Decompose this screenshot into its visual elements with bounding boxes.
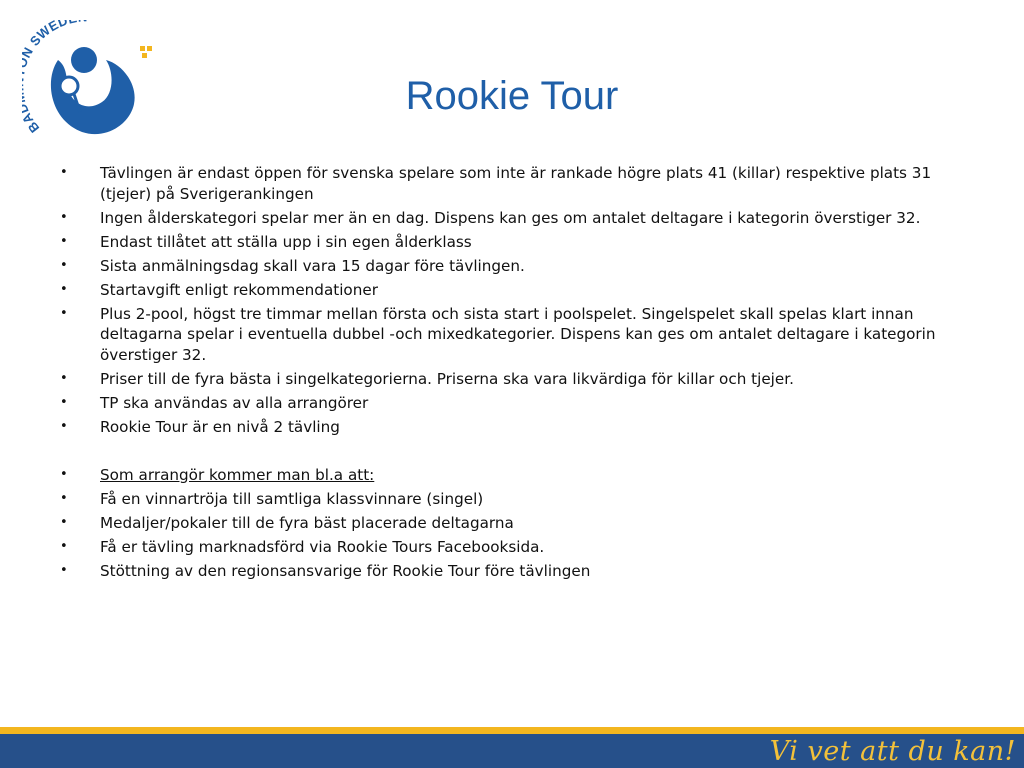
list-item: • Rookie Tour är en nivå 2 tävling bbox=[60, 417, 340, 436]
list-item: • Få en vinnartröja till samtliga klassvinnare (singel) bbox=[60, 489, 484, 508]
list-item: • Stöttning av den regionsansvarige för Rookie Tour före tävlingen bbox=[60, 561, 591, 580]
list-heading: • Som arrangör kommer man bl.a att: bbox=[60, 465, 375, 484]
list-item: • TP ska användas av alla arrangörer bbox=[60, 393, 369, 412]
bullet-list bbox=[60, 163, 980, 585]
footer-slogan: Vi vet att du kan! bbox=[769, 736, 1016, 767]
list-item: • Endast tillåtet att ställa upp i sin egen ålderklass bbox=[60, 232, 472, 251]
page-title: Rookie Tour bbox=[405, 74, 619, 118]
spacer bbox=[60, 441, 980, 465]
list-item: • Medaljer/pokaler till de fyra bäst placerade deltagarna bbox=[60, 513, 514, 532]
logo-text: B SWED bbox=[24, 20, 71, 136]
list-item: • Startavgift enligt rekommendationer bbox=[60, 280, 378, 299]
list-item: • Tävlingen är endast öppen för svenska spelare som inte är rankade högre plats 41 (killar) respektive plats 31 (tjejer) på Sverigerankingen bbox=[60, 164, 932, 203]
list-item: • Priser till de fyra bästa i singelkategorierna. Priserna ska vara likvärdiga för killar och tjejer. bbox=[60, 369, 794, 388]
list-item: • Ingen ålderskategori spelar mer än en dag. Dispens kan ges om antalet deltagare i kategorin överstiger 32. bbox=[60, 208, 921, 227]
list-item: • Få er tävling marknadsförd via Rookie Tours Facebooksida. bbox=[60, 537, 545, 556]
list-item: • Sista anmälningsdag skall vara 15 dagar före tävlingen. bbox=[60, 256, 525, 275]
footer-accent-line bbox=[0, 727, 1024, 734]
list-item: • Plus 2-pool, högst tre timmar mellan första och sista start i poolspelet. Singelspelet skall spelas klart innan deltagarna spelar i eventuella dubbel -och mixedkategorier. Dispens kan ges om antalet deltagare i kategorin överstiger 32. bbox=[60, 304, 936, 364]
